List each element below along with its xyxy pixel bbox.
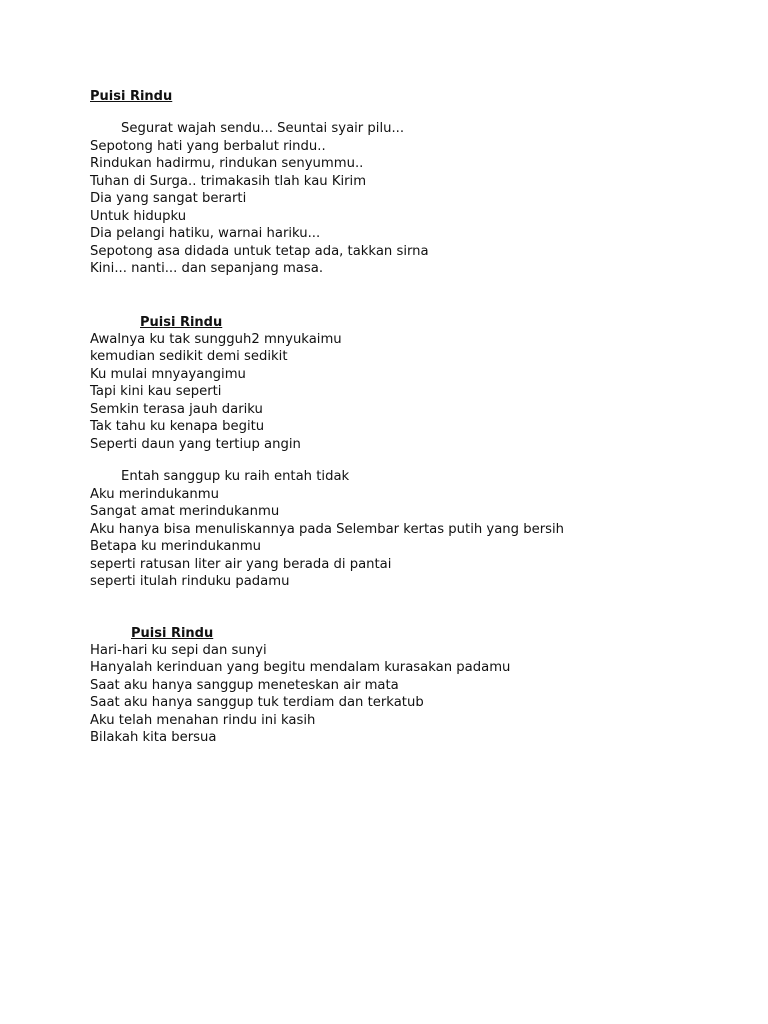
poem-line: Hari-hari ku sepi dan sunyi [90, 642, 267, 658]
poem-line: Semkin terasa jauh dariku [90, 401, 263, 417]
poem-line: Tuhan di Surga.. trimakasih tlah kau Kirim [90, 173, 367, 189]
poem-line: Tak tahu ku kenapa begitu [90, 419, 265, 434]
poem-line: seperti ratusan liter air yang berada di pantai [90, 556, 392, 572]
poem-line: Dia yang sangat berarti [90, 191, 247, 206]
poem-line: Tapi kini kau seperti [90, 384, 222, 399]
stanza-2 [90, 468, 730, 591]
poem-3 [90, 625, 730, 747]
poem-line: Betapa ku merindukanmu [90, 539, 262, 554]
poem-line: Kini... nanti... dan sepanjang masa. [90, 261, 324, 276]
poem-title: Puisi Rindu [140, 314, 223, 330]
poem-2 [90, 314, 730, 591]
poem-line: Aku telah menahan rindu ini kasih [90, 712, 316, 728]
poem-1 [90, 88, 730, 278]
poem-line: Bilakah kita bersua [90, 730, 217, 745]
poem-line: Hanyalah kerinduan yang begitu mendalam kurasakan padamu [90, 660, 511, 675]
poem-line: Entah sanggup ku raih entah tidak [121, 469, 350, 484]
poem-line: Aku merindukanmu [90, 486, 219, 502]
poem-line: seperti itulah rinduku padamu [90, 574, 290, 589]
poem-line: Segurat wajah sendu... Seuntai syair pilu... [121, 121, 405, 136]
poem-line: Awalnya ku tak sungguh2 mnyukaimu [90, 331, 342, 347]
document-page [90, 88, 730, 747]
poem-line: Aku hanya bisa menuliskannya pada Selembar kertas putih yang bersih [90, 521, 565, 537]
poem-line: Sangat amat merindukanmu [90, 504, 280, 519]
poem-title: Puisi Rindu [90, 89, 173, 104]
poem-line: Ku mulai mnyayangimu [90, 366, 246, 382]
poem-line: Sepotong asa didada untuk tetap ada, takkan sirna [90, 243, 429, 259]
poem-line: Rindukan hadirmu, rindukan senyummu.. [90, 156, 364, 171]
poem-line: Seperti daun yang tertiup angin [90, 436, 301, 452]
poem-line: Untuk hidupku [90, 208, 187, 224]
poem-line: Sepotong hati yang berbalut rindu.. [90, 138, 326, 154]
poem-line: Saat aku hanya sanggup meneteskan air mata [90, 677, 399, 693]
poem-line: Saat aku hanya sanggup tuk terdiam dan terkatub [90, 695, 424, 710]
poem-line: kemudian sedikit demi sedikit [90, 349, 288, 364]
poem-title: Puisi Rindu [131, 625, 214, 641]
poem-line: Dia pelangi hatiku, warnai hariku... [90, 226, 321, 241]
